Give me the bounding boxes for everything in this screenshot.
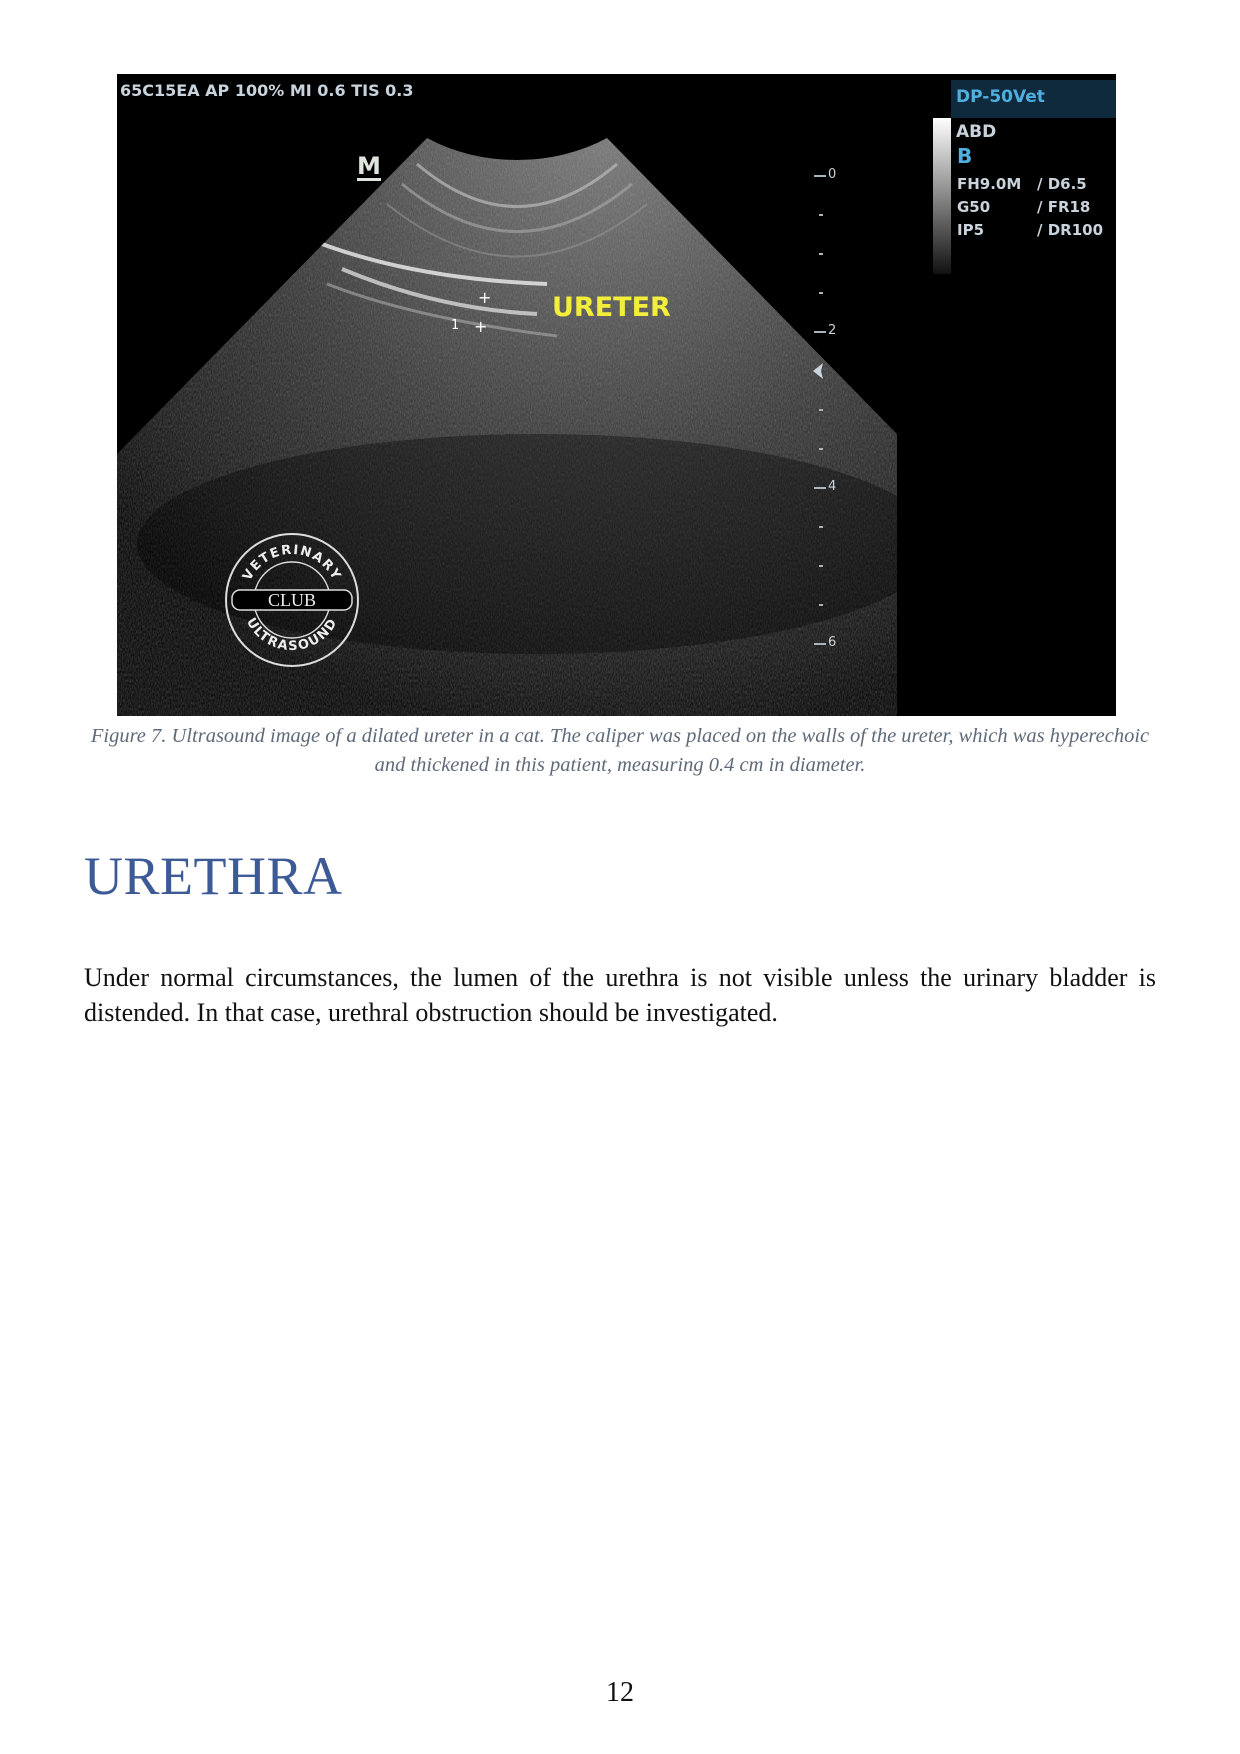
ultrasound-image bbox=[117, 74, 1116, 716]
depth-label-0: 0 bbox=[828, 167, 837, 182]
page-number: 12 bbox=[606, 1677, 634, 1708]
param-left-2: G50 bbox=[957, 198, 991, 216]
scanner-model: DP-50Vet bbox=[956, 87, 1045, 107]
orientation-marker: M bbox=[357, 152, 381, 180]
param-right-3: / DR100 bbox=[1037, 221, 1104, 239]
veterinary-ultrasound-club-logo bbox=[224, 532, 360, 668]
logo-center-text: CLUB bbox=[267, 590, 317, 610]
param-left-1: FH9.0M bbox=[957, 175, 1022, 193]
depth-label-2: 2 bbox=[828, 323, 837, 338]
param-right-2: / FR18 bbox=[1037, 198, 1091, 216]
depth-label-6: 6 bbox=[828, 635, 837, 650]
depth-label-4: 4 bbox=[828, 479, 837, 494]
svg-text:VETERINARY bbox=[240, 543, 344, 584]
logo-bottom-text: ULTRASOUND bbox=[242, 615, 342, 655]
caliper-index: 1 bbox=[451, 318, 460, 333]
ureter-label: URETER bbox=[552, 292, 671, 323]
grayscale-bar bbox=[933, 118, 951, 274]
caliper-mark-top: + bbox=[478, 288, 492, 307]
section-heading: URETHRA bbox=[84, 846, 343, 906]
logo-top-text: VETERINARY bbox=[240, 542, 344, 584]
preset-label: ABD bbox=[956, 122, 997, 142]
svg-text:ULTRASOUND bbox=[243, 615, 341, 654]
figure-caption: Figure 7. Ultrasound image of a dilated ureter in a cat. The caliper was placed on the walls of the ureter, which was hyperechoic and thickened in this patient, measuring 0.4 cm in diameter. bbox=[90, 725, 1150, 776]
param-right-1: / D6.5 bbox=[1037, 175, 1087, 193]
body-paragraph: Under normal circumstances, the lumen of the urethra is not visible unless the urinary bladder is distended. In that case, urethral obstruction should be investigated. bbox=[84, 963, 1156, 1027]
logo-emblem bbox=[224, 532, 360, 668]
scanner-header: 65C15EA AP 100% MI 0.6 TIS 0.3 bbox=[120, 81, 414, 100]
param-left-3: IP5 bbox=[957, 221, 985, 239]
caliper-mark-bottom: + bbox=[474, 317, 488, 336]
mode-label: B bbox=[957, 144, 973, 168]
